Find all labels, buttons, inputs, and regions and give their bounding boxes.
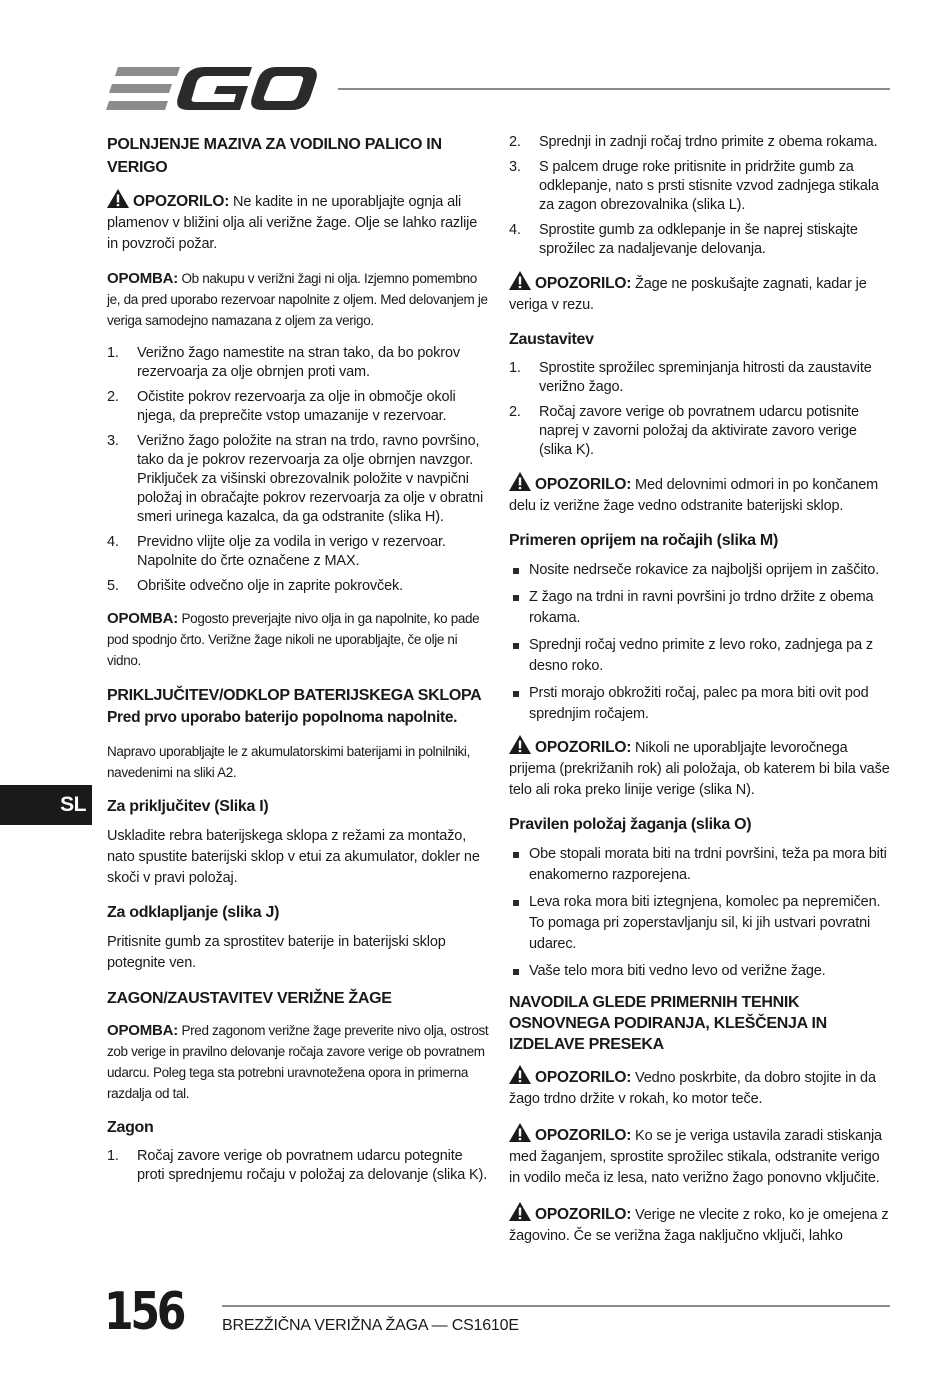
oil-fill-steps xyxy=(107,344,489,596)
section-heading-start-stop: ZAGON/ZAUSTAVITEV VERIŽNE ŽAGE xyxy=(107,990,392,1007)
footer-rule xyxy=(222,1305,890,1307)
note-oil-level xyxy=(107,608,489,671)
start-steps-continued xyxy=(509,133,892,259)
warning-pull-chain xyxy=(509,1202,892,1247)
list-item: Z žago na trdni in ravni površini jo trdno držite z obema rokama. xyxy=(509,587,892,629)
warning-text: Med delovnimi odmori in po končanem delu iz verižne žage vedno odstranite baterijski sklop. xyxy=(509,477,879,514)
start-steps xyxy=(107,1147,489,1185)
note-start xyxy=(107,1020,489,1104)
list-item: 3. S palcem druge roke pritisnite in pridržite gumb za odklepanje, nato s prsti stisnite vzvod zadnjega stikala za zagon obrezovalnika (slika L). xyxy=(509,159,879,213)
note-label: OPOMBA: xyxy=(107,1022,179,1039)
warning-cut xyxy=(509,271,892,316)
list-item: Vaše telo mora biti vedno levo od verižne žage. xyxy=(509,961,892,982)
list-item: 4. Previdno vlijte olje za vodila in verigo v rezervoar. Napolnite do črte označene z MAX. xyxy=(107,534,446,569)
list-item: 1. Verižno žago namestite na stran tako, da bo pokrov rezervoarja za olje obrnjen proti vam. xyxy=(107,345,460,380)
warning-fire xyxy=(107,189,489,255)
warning-text: Nikoli ne uporabljajte levoročnega prijema (prekrižanih rok) ali položaja, ob katerem bi bila vaše telo ali roka preko linije verige (slika N). xyxy=(509,740,890,798)
battery-intro: Pred prvo uporabo baterijo popolnoma napolnite. xyxy=(107,709,458,726)
list-item: 1. Ročaj zavore verige ob povratnem udarcu potegnite proti sprednjemu ročaju v položaj za delovanje (slika K). xyxy=(107,1148,488,1183)
stance-bullets xyxy=(509,844,892,982)
list-item: Sprednji ročaj vedno primite z levo roko, zadnjega pa z desno roko. xyxy=(509,635,892,677)
battery-text: Napravo uporabljajte le z akumulatorskimi baterijami in polnilniki, navedenimi na sliki A2. xyxy=(107,744,470,780)
subheading-attach: Za priključitev (Slika I) xyxy=(107,798,269,815)
warning-label: OPOZORILO: xyxy=(535,739,632,756)
warning-label: OPOZORILO: xyxy=(535,275,632,292)
header-rule xyxy=(338,88,890,90)
section-heading-lubricant: POLNJENJE MAZIVA ZA VODILNO PALICO IN VERIGO xyxy=(107,136,442,176)
list-item: 2. Očistite pokrov rezervoarja za olje in območje okoli njega, da preprečite vstop umazanije v rezervoar. xyxy=(107,389,456,424)
list-item: 3. Verižno žago položite na stran na trdo, ravno površino, tako da je pokrov rezervoarja za olje obrnjen navzgor. Priključek za višinski obrezovalnik položite v navpični položaj in obračajte pokrov rezervoarja za olje v obratni smeri urinega kazalca, da ga odstranite (slika H). xyxy=(107,433,484,525)
list-item: 4. Sprostite gumb za odklepanje in še naprej stiskajte sprožilec za nadaljevanje delovanja. xyxy=(509,222,858,257)
warning-text: Žage ne poskušajte zagnati, kadar je veriga v rezu. xyxy=(509,276,867,313)
warning-text: Vedno poskrbite, da dobro stojite in da žago trdno držite v rokah, ko motor teče. xyxy=(509,1070,876,1107)
page-number: 156 xyxy=(104,1282,184,1342)
warning-label: OPOZORILO: xyxy=(535,476,632,493)
warning-triangle-icon xyxy=(509,1065,531,1084)
warning-label: OPOZORILO: xyxy=(535,1069,632,1086)
warning-pinch xyxy=(509,1123,892,1189)
warning-stance xyxy=(509,1065,892,1110)
warning-triangle-icon xyxy=(107,189,129,208)
warning-triangle-icon xyxy=(509,271,531,290)
note-text: Pred zagonom verižne žage preverite nivo olja, ostrost zob verige in pravilno delovanje ročaja zavore verige ob povratnem udarcu. Poleg tega sta potrebni uravnotežena opora in primerna razdalja od tal. xyxy=(107,1023,489,1101)
warning-text: Ko se je veriga ustavila zaradi stiskanja med žaganjem, sprostite sprožilec stikala, odstranite verigo in vodilo meča iz lesa, nato verižno žago ponovno vključite. xyxy=(509,1128,882,1186)
attach-text: Uskladite rebra baterijskega sklopa z režami za montažo, nato spustite baterijski sklop v etui za akumulator, dokler ne skoči v pravi položaj. xyxy=(107,828,480,886)
grip-bullets xyxy=(509,560,892,725)
warning-triangle-icon xyxy=(509,1202,531,1221)
warning-text: Verige ne vlecite z roko, ko je omejena z žagovino. Če se verižna žaga naključno vključi, lahko xyxy=(509,1207,889,1244)
note-label: OPOMBA: xyxy=(107,270,179,287)
warning-battery-remove xyxy=(509,472,892,517)
note-label: OPOMBA: xyxy=(107,610,179,627)
note-text: Pogosto preverjajte nivo olja in ga napolnite, ko pade pod spodnjo črto. Verižne žage nikoli ne uporabljajte, če olje ni vidno. xyxy=(107,611,480,668)
stop-steps xyxy=(509,359,892,460)
warning-text: Ne kadite in ne uporabljajte ognja ali plamenov v bližini olja ali verižne žage. Olje se lahko razlije in povzroči požar. xyxy=(107,194,478,252)
note-oil xyxy=(107,268,489,331)
subheading-detach: Za odklapljanje (slika J) xyxy=(107,904,280,921)
ego-logo xyxy=(106,64,318,114)
note-text: Ob nakupu v verižni žagi ni olja. Izjemno pomembno je, da pred uporabo rezervoar napolnite z oljem. Med delovanjem je veriga samodejno namazana z oljem za verigo. xyxy=(107,271,488,328)
warning-triangle-icon xyxy=(509,735,531,754)
warning-grip xyxy=(509,735,892,801)
list-item: 2. Sprednji in zadnji ročaj trdno primite z obema rokama. xyxy=(509,134,878,150)
warning-label: OPOZORILO: xyxy=(133,193,230,210)
warning-label: OPOZORILO: xyxy=(535,1206,632,1223)
section-heading-battery: PRIKLJUČITEV/ODKLOP BATERIJSKEGA SKLOPA xyxy=(107,687,482,704)
list-item: 5. Obrišite odvečno olje in zaprite pokrovček. xyxy=(107,578,403,594)
warning-triangle-icon xyxy=(509,472,531,491)
list-item: 2. Ročaj zavore verige ob povratnem udarcu potisnite naprej v zavorni položaj da aktivirate zavoro verige (slika K). xyxy=(509,404,859,458)
subheading-stop: Zaustavitev xyxy=(509,331,594,348)
language-tab: SL xyxy=(0,785,92,825)
list-item: Obe stopali morata biti na trdni površini, teža pa mora biti enakomerno razporejena. xyxy=(509,844,892,886)
list-item: Leva roka mora biti iztegnjena, komolec pa nepremičen. To pomaga pri zoperstavljanju sil, ki jih ustvari povratni udarec. xyxy=(509,892,892,955)
section-heading-techniques: NAVODILA GLEDE PRIMERNIH TEHNIK OSNOVNEGA PODIRANJA, KLEŠČENJA IN IZDELAVE PRESEKA xyxy=(509,994,827,1053)
subheading-grip: Primeren oprijem na ročajih (slika M) xyxy=(509,532,778,549)
detach-text: Pritisnite gumb za sprostitev baterije in baterijski sklop potegnite ven. xyxy=(107,934,446,971)
warning-label: OPOZORILO: xyxy=(535,1127,632,1144)
subheading-stance: Pravilen položaj žaganja (slika O) xyxy=(509,816,752,833)
footer-title: BREZŽIČNA VERIŽNA ŽAGA — CS1610E xyxy=(222,1317,519,1334)
warning-triangle-icon xyxy=(509,1123,531,1142)
list-item: 1. Sprostite sprožilec spreminjanja hitrosti da zaustavite verižno žago. xyxy=(509,360,872,395)
right-column xyxy=(509,133,892,1260)
left-column xyxy=(107,133,489,1197)
subheading-start: Zagon xyxy=(107,1119,154,1136)
list-item: Prsti morajo obkrožiti ročaj, palec pa mora biti ovit pod sprednjim ročajem. xyxy=(509,683,892,725)
list-item: Nosite nedrseče rokavice za najboljši oprijem in zaščito. xyxy=(509,560,892,581)
